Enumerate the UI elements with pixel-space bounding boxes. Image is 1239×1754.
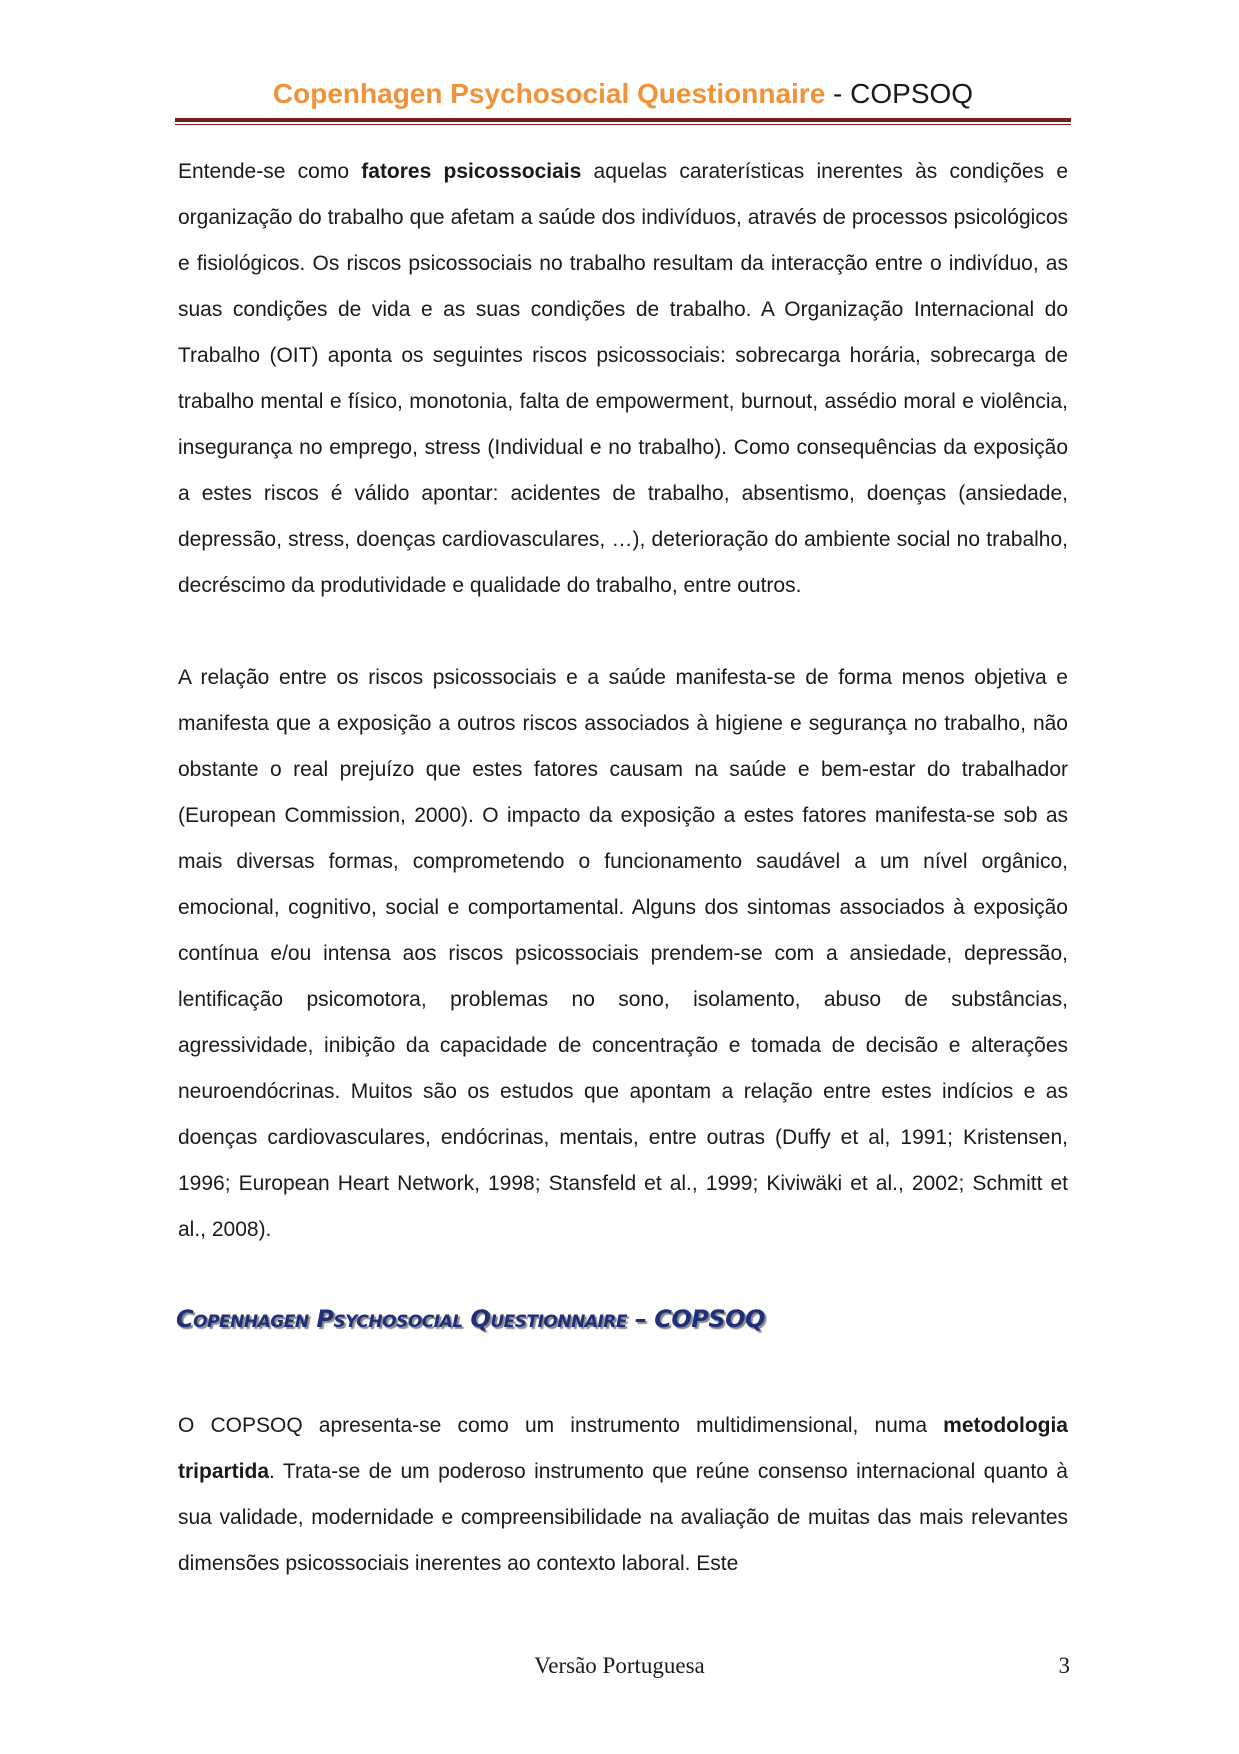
footer-version: Versão Portuguesa	[534, 1653, 705, 1678]
footer-page-number: 3	[1058, 1653, 1070, 1678]
paragraph-1-text-start: Entende-se como	[178, 160, 362, 183]
paragraph-3-text-end: . Trata-se de um poderoso instrumento que reúne consenso internacional quanto à sua validade, modernidade e compreensibilidade na avaliação de muitas das mais relevantes dimensões psicossociais inerentes ao contexto laboral. Este	[178, 1460, 1068, 1575]
section-heading: Copenhagen Psychosocial Questionnaire – COPSOQ	[176, 1305, 765, 1333]
paragraph-psychosocial-factors	[178, 149, 1068, 609]
header-title-accent: Copenhagen Psychosocial Questionnaire	[272, 78, 826, 109]
paragraph-3-text-start: O COPSOQ apresenta-se como um instrumento multidimensional, numa	[178, 1414, 944, 1437]
paragraph-1-text-end: aquelas caraterísticas inerentes às condições e organização do trabalho que afetam a saúde dos indivíduos, através de processos psicológicos e fisiológicos. Os riscos psicossociais no trabalho resultam da interacção entre o indivíduo, as suas condições de vida e as suas condições de trabalho. A Organização Internacional do Trabalho (OIT) aponta os seguintes riscos psicossociais: sobrecarga horária, sobrecarga de trabalho mental e físico, monotonia, falta de empowerment, burnout, assédio moral e violência, insegurança no emprego, stress (Individual e no trabalho). Como consequências da exposição a estes riscos é válido apontar: acidentes de trabalho, absentismo, doenças (ansiedade, depressão, stress, doenças cardiovasculares, …), deterioração do ambiente social no trabalho, decréscimo da produtividade e qualidade do trabalho, entre outros.	[178, 160, 1068, 597]
paragraph-risks-and-health: A relação entre os riscos psicossociais e a saúde manifesta-se de forma menos objetiva e manifesta que a exposição a outros riscos associados à higiene e segurança no trabalho, não obstante o real prejuízo que estes fatores causam na saúde e bem-estar do trabalhador (European Commission, 2000). O impacto da exposição a estes fatores manifesta-se sob as mais diversas formas, comprometendo o funcionamento saudável a um nível orgânico, emocional, cognitivo, social e comportamental. Alguns dos sintomas associados à exposição contínua e/ou intensa aos riscos psicossociais prendem-se com a ansiedade, depressão, lentificação psicomotora, problemas no sono, isolamento, abuso de substâncias, agressividade, inibição da capacidade de concentração e tomada de decisão e alterações neuroendócrinas. Muitos são os estudos que apontam a relação entre estes indícios e as doenças cardiovasculares, endócrinas, mentais, entre outras (Duffy et al, 1991; Kristensen, 1996; European Heart Network, 1998; Stansfeld et al., 1999; Kiviwäki et al., 2002; Schmitt et al., 2008).	[178, 666, 1068, 1241]
header-title-rest: - COPSOQ	[825, 78, 974, 109]
paragraph-3-bold-term: metodologia tripartida	[178, 1414, 1068, 1483]
header-rule-thick	[175, 118, 1071, 122]
page-header	[175, 74, 1071, 114]
paragraph-1-bold-term: fatores psicossociais	[361, 160, 582, 183]
paragraph-copsoq-intro	[178, 1403, 1068, 1587]
header-rule-thin	[175, 124, 1071, 125]
